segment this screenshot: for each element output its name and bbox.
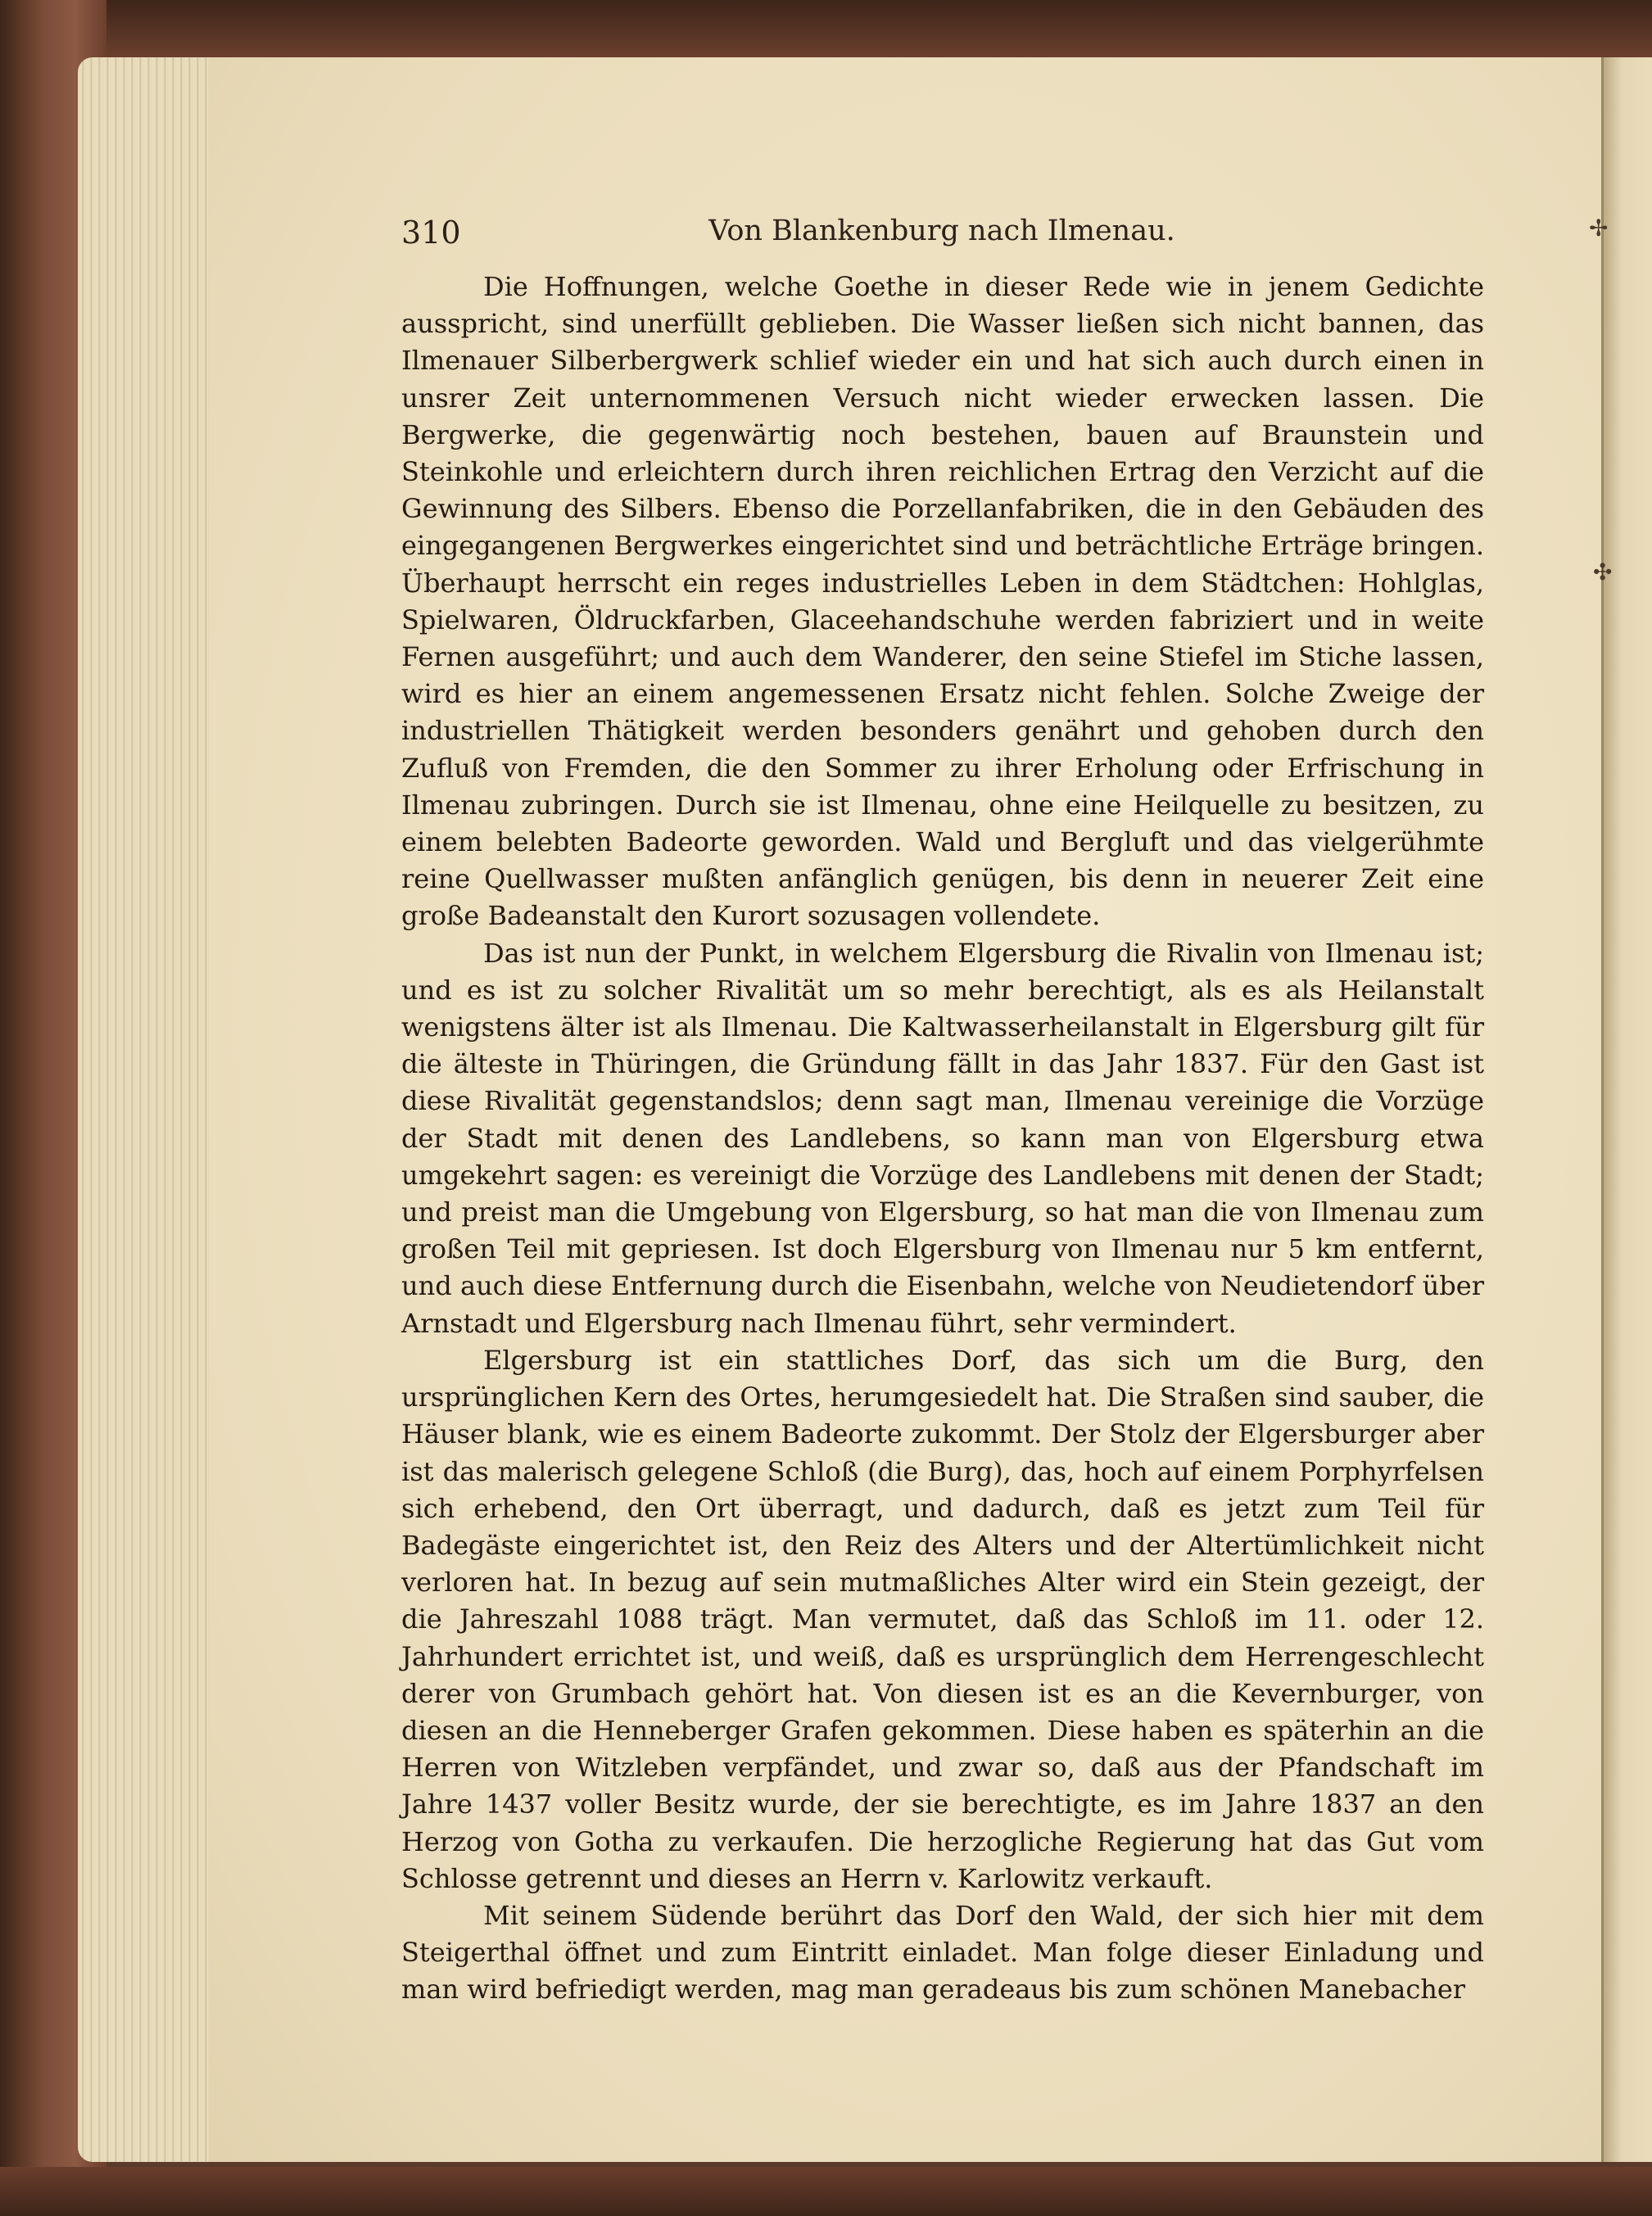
margin-mark-icon: ✣ [1593, 559, 1613, 586]
running-title: Von Blankenburg nach Ilmenau. [708, 215, 1175, 247]
page-number: 310 [401, 215, 461, 251]
paragraph: Das ist nun der Punkt, in welchem Elgersburg die Rivalin von Ilmenau ist; und es ist zu solcher Rivalität um so mehr berechtigt, als es als Heilanstalt wenigstens älter ist als Ilmenau. Die Kaltwasserheilanstalt in Elgersburg gilt für die älteste in Thüringen, die Gründung fällt in das Jahr 1837. Für den Gast ist diese Rivalität gegenstandslos; denn sagt man, Ilmenau vereinige die Vorzüge der Stadt mit denen des Landlebens, so kann man von Elgersburg etwa umgekehrt sagen: es vereinigt die Vorzüge des Landlebens mit denen der Stadt; und preist man die Umgebung von Elgersburg, so hat man die von Ilmenau zum großen Teil mit gepriesen. Ist doch Elgersburg von Ilmenau nur 5 km entfernt, und auch diese Entfernung durch die Eisenbahn, welche von Neudietendorf über Arnstadt und Elgersburg nach Ilmenau führt, sehr vermindert. [401, 937, 1484, 1339]
page-edges [78, 57, 217, 2162]
body-text [401, 269, 1484, 2009]
book-cover-bottom [0, 2167, 1652, 2216]
facing-page-edge [1601, 57, 1652, 2162]
margin-mark-icon: ✢ [1589, 215, 1609, 242]
book-cover-top [0, 0, 1652, 57]
paragraph: Elgersburg ist ein stattliches Dorf, das sich um die Burg, den ursprünglichen Kern des Ortes, herumgesiedelt hat. Die Straßen sind sauber, die Häuser blank, wie es einem Badeorte zukommt. Der Stolz der Elgersburger aber ist das malerisch gelegene Schloß (die Burg), das, hoch auf einem Porphyrfelsen sich erhebend, den Ort überragt, und dadurch, daß es jetzt zum Teil für Badegäste eingerichtet ist, den Reiz des Alters und der Altertümlichkeit nicht verloren hat. In bezug auf sein mutmaßliches Alter wird ein Stein gezeigt, der die Jahreszahl 1088 trägt. Man vermutet, daß das Schloß im 11. oder 12. Jahrhundert errichtet ist, und weiß, daß es ursprünglich dem Herrengeschlecht derer von Grumbach gehört hat. Von diesen ist es an die Kevernburger, von diesen an die Henneberger Grafen gekommen. Diese haben es späterhin an die Herren von Witzleben verpfändet, und zwar so, daß aus der Pfandschaft im Jahre 1437 voller Besitz wurde, der sie berechtigte, es im Jahre 1837 an den Herzog von Gotha zu verkaufen. Die herzogliche Regierung hat das Gut vom Schlosse getrennt und dieses an Herrn v. Karlowitz verkauft. [401, 1344, 1484, 1894]
gutter-line [1601, 57, 1604, 2162]
paragraph: Die Hoffnungen, welche Goethe in dieser Rede wie in jenem Gedichte ausspricht, sind unerfüllt geblieben. Die Wasser ließen sich nicht bannen, das Ilmenauer Silberbergwerk schlief wieder ein und hat sich auch durch einen in unsrer Zeit unternommenen Versuch nicht wieder erwecken lassen. Die Bergwerke, die gegenwärtig noch bestehen, bauen auf Braunstein und Steinkohle und erleichtern durch ihren reichlichen Ertrag den Verzicht auf die Gewinnung des Silbers. Ebenso die Porzellanfabriken, die in den Gebäuden des eingegangenen Bergwerkes eingerichtet sind und beträchtliche Erträge bringen. Überhaupt herrscht ein reges industrielles Leben in dem Städtchen: Hohlglas, Spielwaren, Öldruckfarben, Glaceehandschuhe werden fabriziert und in weite Fernen ausgeführt; und auch dem Wanderer, den seine Stiefel im Stiche lassen, wird es hier an einem angemessenen Ersatz nicht fehlen. Solche Zweige der industriellen Thätigkeit werden besonders genährt und gehoben durch den Zufluß von Fremden, die den Sommer zu ihrer Erholung oder Erfrischung in Ilmenau zubringen. Durch sie ist Ilmenau, ohne eine Heilquelle zu besitzen, zu einem belebten Badeorte geworden. Wald und Bergluft und das vielgerühmte reine Quellwasser mußten anfänglich genügen, bis denn in neuerer Zeit eine große Badeanstalt den Kurort sozusagen vollendete. [401, 271, 1484, 932]
paragraph: Mit seinem Südende berührt das Dorf den Wald, der sich hier mit dem Steigerthal öffnet und zum Eintritt einladet. Man folge dieser Einladung und man wird befriedigt werden, mag man geradeaus bis zum schönen Manebacher [401, 1899, 1484, 2006]
page-header [401, 215, 1482, 256]
